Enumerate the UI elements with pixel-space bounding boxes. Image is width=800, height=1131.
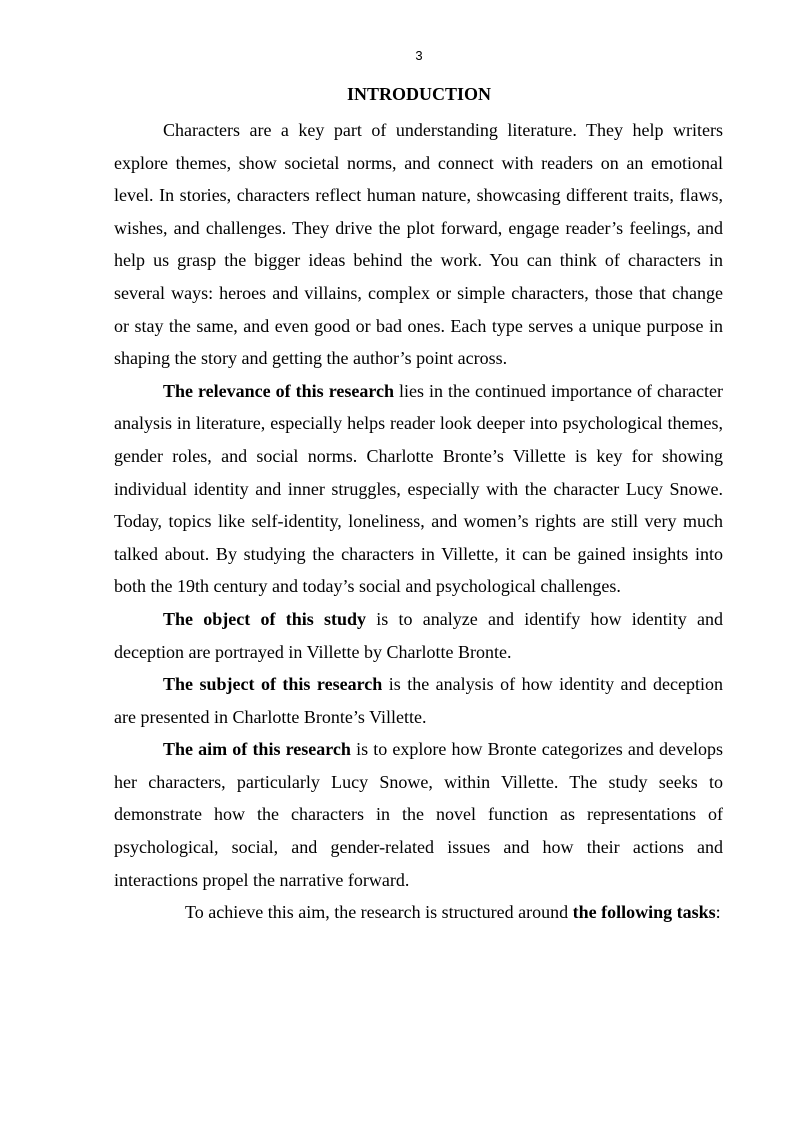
aim-text: is to explore how Bronte categorizes and develops her characters, particularly Lucy Snowe, within Villette. The study seeks to demonstrate how the characters in the novel function as representations of psychological, social, and gender-related issues and how their actions and interactions propel the narrative forward. bbox=[114, 739, 723, 890]
relevance-lead: The relevance of this research bbox=[163, 380, 395, 401]
paragraph-relevance bbox=[114, 375, 723, 603]
tasks-bold-1: the following bbox=[572, 902, 673, 923]
subject-text: is the analysis of how identity and deception are presented in Charlotte Bronte’s Villette. bbox=[114, 674, 723, 727]
object-text: is to analyze and identify how identity and deception are portrayed in Villette by Charlotte Bronte. bbox=[114, 608, 723, 662]
page-title: INTRODUCTION bbox=[346, 84, 492, 104]
object-lead: The object of this study bbox=[163, 608, 367, 629]
paragraph-aim bbox=[114, 733, 723, 896]
paragraph-characters: Characters are a key part of understanding literature. They help writers explore themes, show societal norms, and connect with readers on an emotional level. In stories, characters reflect human nature, showcasing different traits, flaws, wishes, and challenges. They drive the plot forward, engage reader’s feelings, and help us grasp the bigger ideas behind the work. You can think of characters in several ways: heroes and villains, complex or simple characters, those that change or stay the same, and even good or bad ones. Each type serves a unique purpose in shaping the story and getting the author’s point across. bbox=[114, 120, 723, 369]
subject-lead: The subject of this research bbox=[163, 674, 383, 695]
paragraph-object bbox=[114, 603, 723, 668]
paragraph-tasks bbox=[114, 896, 723, 929]
tasks-colon: : bbox=[715, 902, 721, 923]
tasks-text: To achieve this aim, the research is structured around bbox=[185, 902, 573, 923]
aim-lead: The aim of this research bbox=[163, 739, 351, 760]
relevance-text: lies in the continued importance of character analysis in literature, especially helps reader look deeper into psychological themes, gender roles, and social norms. Charlotte Bronte’s Villette is key for showing individual identity and inner struggles, especially with the character Lucy Snowe. Today, topics like self-identity, loneliness, and women’s rights are still very much talked about. By studying the characters in Villette, it can be gained insights into both the 19th century and today’s social and psychological challenges. bbox=[114, 380, 723, 597]
tasks-bold-2: tasks bbox=[676, 902, 716, 923]
page-number: 3 bbox=[415, 48, 423, 63]
paragraph-subject bbox=[114, 668, 723, 733]
body-text bbox=[114, 114, 723, 929]
